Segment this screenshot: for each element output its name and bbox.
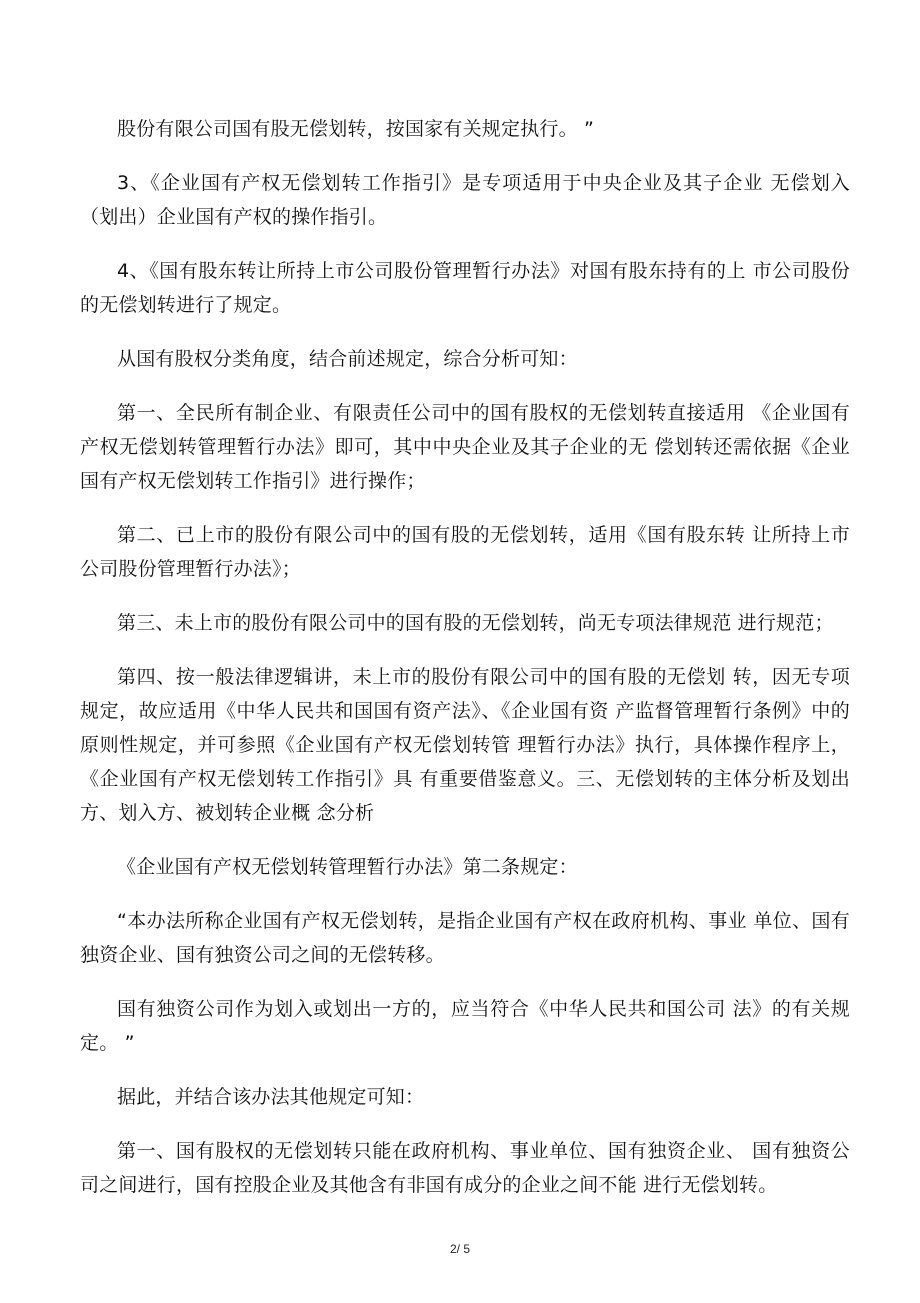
page-number: 2/ 5 [449,1242,470,1256]
paragraph-6: 第二、已上市的股份有限公司中的国有股的无偿划转，适用《国有股东转 让所持上市公司股份管理暂行办法》； [80,524,850,580]
paragraph-2: 3、《企业国有产权无偿划转工作指引》是专项适用于中央企业及其子企业 无偿划入（划出）企业国有产权的操作指引。 [80,172,850,228]
paragraph-7: 第三、未上市的股份有限公司中的国有股的无偿划转，尚无专项法律规范 进行规范； [117,612,834,634]
paragraph-10: “本办法所称企业国有产权无偿划转，是指企业国有产权在政府机构、事业 单位、国有独资企业、国有独资公司之间的无偿转移。 [80,910,850,966]
paragraph-11: 国有独资公司作为划入或划出一方的，应当符合《中华人民共和国公司 法》的有关规定。 ” [80,998,850,1054]
paragraph-5: 第一、全民所有制企业、有限责任公司中的国有股权的无偿划转直接适用 《企业国有产权无偿划转管理暂行办法》即可，其中中央企业及其子企业的无 偿划转还需依据《企业国有产权无偿划转工作指引》进行操作； [80,402,850,492]
paragraph-4: 从国有股权分类角度，结合前述规定，综合分析可知： [117,348,578,370]
paragraph-12: 据此，并结合该办法其他规定可知： [117,1086,425,1108]
paragraph-13: 第一、国有股权的无偿划转只能在政府机构、事业单位、国有独资企业、 国有独资公司之间进行，国有控股企业及其他含有非国有成分的企业之间不能 进行无偿划转。 [80,1140,850,1196]
document-body [80,112,850,1222]
paragraph-8: 第四、按一般法律逻辑讲，未上市的股份有限公司中的国有股的无偿划 转，因无专项规定，故应适用《中华人民共和国国有资产法》、《企业国有资 产监督管理暂行条例》中的原则性规定，并可参照《企业国有产权无偿划转管 理暂行办法》执行，具体操作程序上，《企业国有产权无偿划转工作指引》具 有重要借鉴意义。三、无偿划转的主体分析及划出方、划入方、被划转企业概 念分析 [80,666,850,824]
paragraph-3: 4、《国有股东转让所持上市公司股份管理暂行办法》对国有股东持有的上 市公司股份的无偿划转进行了规定。 [80,260,850,316]
paragraph-1: 股份有限公司国有股无偿划转，按国家有关规定执行。 ” [117,118,595,140]
paragraph-9: 《企业国有产权无偿划转管理暂行办法》第二条规定： [117,856,578,878]
